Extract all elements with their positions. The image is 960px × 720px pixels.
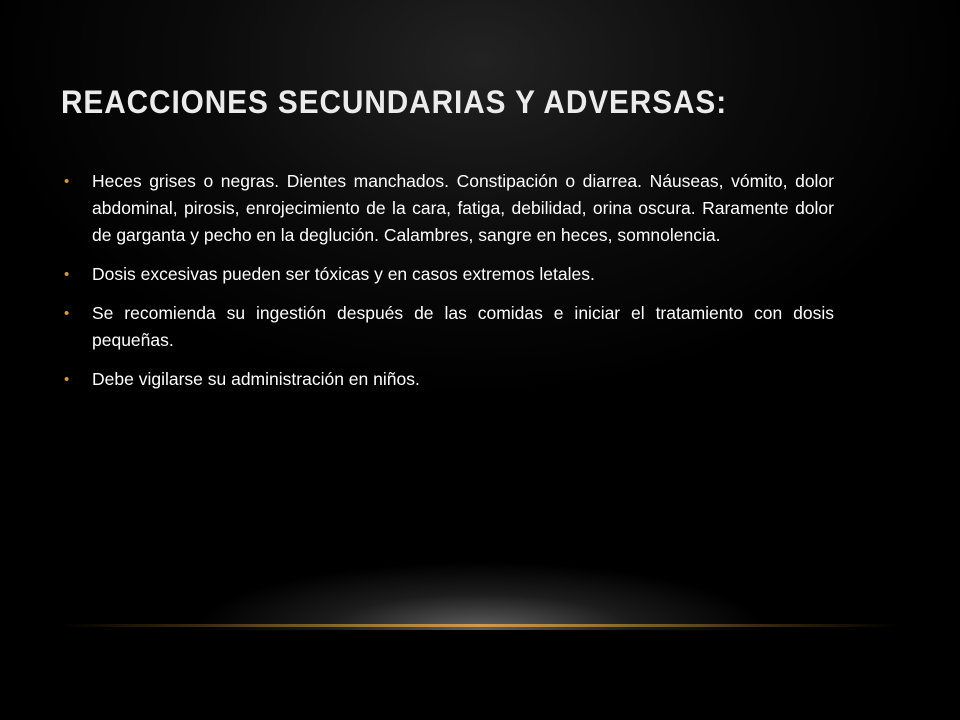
bullet-text: Debe vigilarse su administración en niños. xyxy=(92,369,420,389)
bullet-text: Se recomienda su ingestión después de las comidas e iniciar el tratamiento con dosis pequeñas. xyxy=(92,303,834,350)
slide-title: REACCIONES SECUNDARIAS Y ADVERSAS: xyxy=(61,84,728,120)
bullet-dot-icon: • xyxy=(64,371,70,388)
bullet-item xyxy=(64,168,834,249)
bullet-dot-icon: • xyxy=(64,173,70,190)
bullet-dot-icon: • xyxy=(64,305,70,322)
floor-highlight-line xyxy=(60,624,900,627)
bullet-text: Heces grises o negras. Dientes manchados. Constipación o diarrea. Náuseas, vómito, dolor abdominal, pirosis, enrojecimiento de la cara, fatiga, debilidad, orina oscura. Raramente dolor de garganta y pecho en la deglución. Calambres, sangre en heces, somnolencia. xyxy=(92,171,834,245)
bullet-item xyxy=(64,300,834,354)
bullet-dot-icon: • xyxy=(64,266,70,283)
bullet-item xyxy=(64,366,834,393)
bullet-text: Dosis excesivas pueden ser tóxicas y en casos extremos letales. xyxy=(92,264,595,284)
floor-glow xyxy=(80,520,880,630)
bullet-item xyxy=(64,261,834,288)
bullet-list xyxy=(64,168,834,405)
